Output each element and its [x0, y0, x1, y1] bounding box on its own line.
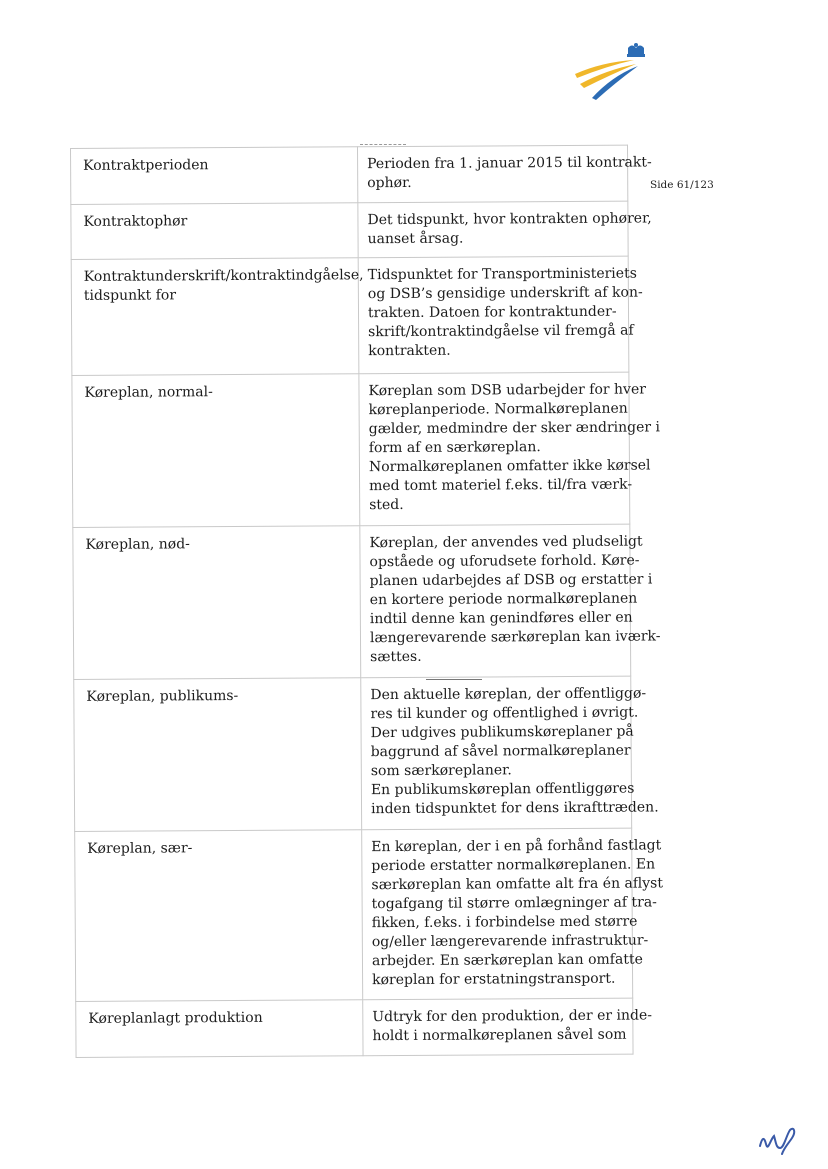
definition-cell: Perioden fra 1. januar 2015 til kontrakt- ophør.: [357, 145, 627, 203]
definitions-table: [70, 145, 663, 1058]
crown-icon: [627, 43, 645, 57]
term-cell: Køreplan, publikums-: [74, 678, 362, 832]
definition-cell: En køreplan, der i en på forhånd fastlagt periode erstatter normalkøreplanen. En særkøreplan kan omfatte alt fra én aflyst togafgang til større omlægninger af tra- fikken, f.eks. i forbindelse med større og/eller længerevarende infrastruktur- arbejder. En særkøreplan kan omfatte køreplan for erstatningstransport.: [362, 828, 633, 1000]
definition-cell: Køreplan, der anvendes ved pludseligt opståede og uforudsete forhold. Køre- planen udarbejdes af DSB og erstatter i en kortere periode normalkøreplanen indtil denne kan genindføres eller en længerevarende særkøreplan kan iværk- sættes.: [360, 524, 631, 678]
term-cell: Køreplan, sær-: [75, 830, 363, 1002]
table-row: [72, 372, 630, 527]
table-row: [71, 145, 628, 204]
danish-crown-rail-logo: [572, 42, 662, 102]
definition-cell: Det tidspunkt, hvor kontrakten ophører, uanset årsag.: [358, 201, 628, 258]
term-cell: Kontraktophør: [71, 203, 358, 260]
dash-mark: [426, 679, 482, 680]
table-row: [71, 201, 628, 259]
table-row: [74, 676, 632, 831]
handwritten-initials: [756, 1118, 800, 1158]
table-row: [76, 998, 633, 1057]
term-cell: Køreplanlagt produktion: [76, 1000, 363, 1058]
table-row: [75, 828, 633, 1001]
definition-cell: Tidspunktet for Transportministeriets og DSB’s gensidige underskrift af kon- trakten. Datoen for kontraktunder- skrift/kontraktindgåelse vil fremgå af kontrakten.: [358, 256, 629, 374]
term-cell: Køreplan, normal-: [72, 374, 360, 528]
term-cell: Kontraktunderskrift/kontraktindgåelse, tidspunkt for: [71, 258, 359, 376]
term-cell: Kontraktperioden: [71, 147, 358, 205]
definition-cell: Den aktuelle køreplan, der offentliggø- res til kunder og offentlighed i øvrigt. Der udgives publikumskøreplaner på baggrund af såvel normalkøreplaner som særkøreplaner. En publikumskøreplan offentliggøres inden tidspunktet for dens ikrafttræden.: [361, 676, 632, 830]
definition-cell: Køreplan som DSB udarbejder for hver køreplanperiode. Normalkøreplanen gælder, medmindre der sker ændringer i form af en særkøreplan. Normalkøreplanen omfatter ikke kørsel med tomt materiel f.eks. til/fra værk- sted.: [359, 372, 630, 526]
term-cell: Køreplan, nød-: [73, 526, 361, 680]
dash-mark: [360, 144, 406, 145]
table-row: [73, 524, 631, 679]
table-row: [71, 256, 629, 375]
definition-cell: Udtryk for den produktion, der er inde- holdt i normalkøreplanen såvel som: [363, 998, 633, 1056]
page-number: Side 61/123: [650, 179, 714, 191]
